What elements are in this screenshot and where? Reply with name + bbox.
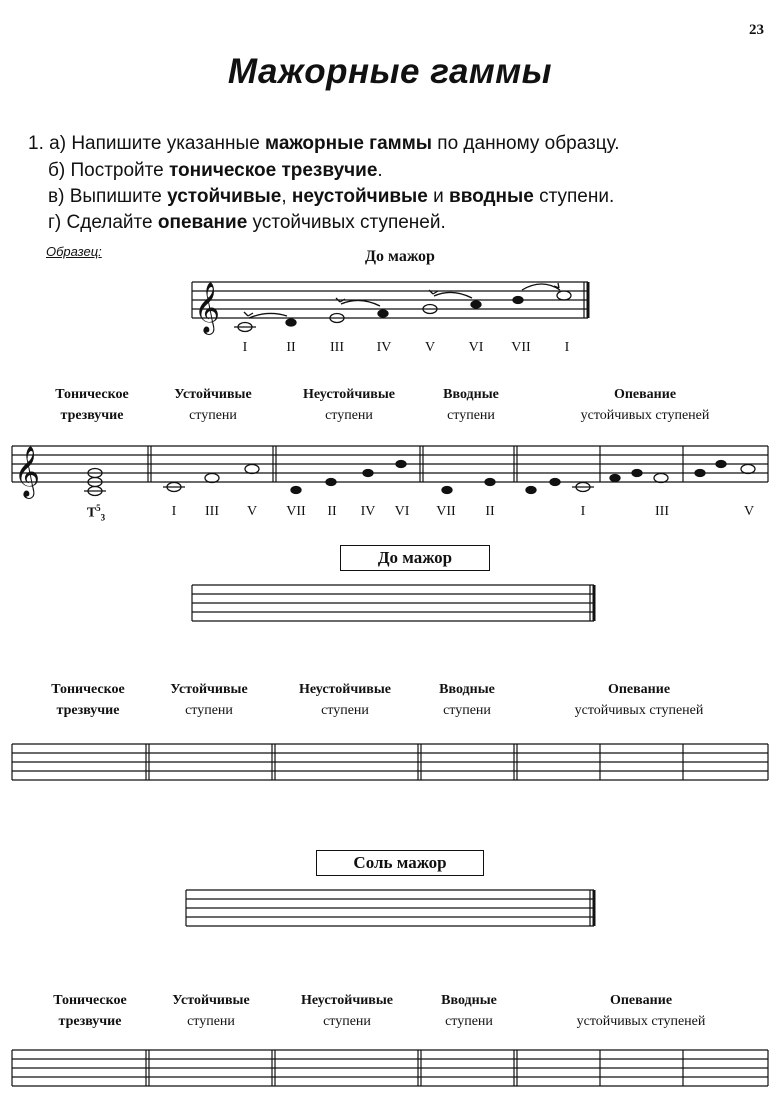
task-d-bold: опевание xyxy=(157,212,248,233)
task-c-bold3: вводные xyxy=(449,186,534,207)
header-line2: ступени xyxy=(189,408,237,423)
header-line2: трезвучие xyxy=(58,1014,122,1029)
note-quarter xyxy=(378,310,388,317)
header-line1: Устойчивые xyxy=(170,682,248,697)
degree-label: VI xyxy=(468,340,484,355)
ex2-header-neighbor xyxy=(536,990,746,1032)
header-line1: Вводные xyxy=(439,682,495,697)
header-tonic-triad xyxy=(36,384,148,426)
header-line1: Неустойчивые xyxy=(303,387,395,402)
ex2-header-unstable xyxy=(274,990,420,1032)
task-c-prefix: в) Выпишите xyxy=(48,186,168,207)
header-line1: Неустойчивые xyxy=(301,993,393,1008)
treble-clef-icon: 𝄞 xyxy=(194,282,221,333)
ex2-header-leading xyxy=(420,990,518,1032)
header-line1: Тоническое xyxy=(55,387,129,402)
header-line2: ступени xyxy=(447,408,495,423)
degree-label: III xyxy=(205,504,219,519)
task-d-prefix: г) Сделайте xyxy=(48,212,158,233)
degree-label: II xyxy=(485,504,495,519)
degree-label: VII xyxy=(286,504,306,519)
header-line1: Устойчивые xyxy=(172,993,250,1008)
header-line2: ступени xyxy=(185,703,233,718)
header-line1: Тоническое xyxy=(53,993,127,1008)
header-line2: ступени xyxy=(323,1014,371,1029)
degree-label: II xyxy=(286,340,296,355)
ex1-header-unstable xyxy=(272,679,418,721)
header-line2: устойчивых ступеней xyxy=(580,408,710,423)
task-b-bold: тоническое трезвучие xyxy=(169,160,378,181)
sample-label: Образец: xyxy=(46,244,102,259)
ex1-header-tonic-triad xyxy=(32,679,144,721)
sample-scale-title: До мажор xyxy=(365,248,435,265)
degree-label: IV xyxy=(360,504,376,519)
degree-label: V xyxy=(424,340,436,355)
header-line2: устойчивых ступеней xyxy=(574,703,704,718)
ex2-header-tonic-triad xyxy=(34,990,146,1032)
exercise2-analysis-staff xyxy=(12,1050,768,1086)
degree-label: I xyxy=(242,340,248,355)
header-line1: Устойчивые xyxy=(174,387,252,402)
ex1-header-neighbor xyxy=(534,679,744,721)
header-line2: устойчивых ступеней xyxy=(576,1014,706,1029)
ex1-header-leading xyxy=(418,679,516,721)
exercise1-scale-staff xyxy=(192,585,594,621)
page-number: 23 xyxy=(749,22,764,38)
task-a-suffix: по данному образцу. xyxy=(432,133,620,154)
triad-sup: 5 xyxy=(96,503,101,513)
treble-clef-icon: 𝄞 xyxy=(14,446,41,497)
task-c-suffix: ступени. xyxy=(533,186,615,207)
page-title: Мажорные гаммы xyxy=(227,52,553,91)
header-stable xyxy=(150,384,276,426)
task-c-mid2: и xyxy=(427,186,450,207)
triad-label xyxy=(76,503,116,522)
ex2-header-stable xyxy=(148,990,274,1032)
header-line1: Тоническое xyxy=(51,682,125,697)
header-neighbor xyxy=(540,384,750,426)
triad-symbol: T xyxy=(86,505,97,521)
task-number: 1. xyxy=(28,133,44,154)
degree-label: I xyxy=(171,504,177,519)
header-line1: Опевание xyxy=(609,993,673,1008)
task-c-bold: устойчивые xyxy=(167,186,282,207)
degree-label: III xyxy=(655,504,669,519)
degree-label: V xyxy=(743,504,755,519)
task-b-prefix: б) Постройте xyxy=(48,160,169,181)
header-line1: Вводные xyxy=(441,993,497,1008)
ex1-header-stable xyxy=(146,679,272,721)
header-line1: Неустойчивые xyxy=(299,682,391,697)
degree-label: V xyxy=(246,504,258,519)
header-line1: Вводные xyxy=(443,387,499,402)
degree-label: II xyxy=(327,504,337,519)
note-quarter xyxy=(471,301,481,308)
sample-scale-staff xyxy=(192,282,588,318)
degree-label: III xyxy=(330,340,344,355)
degree-label: IV xyxy=(376,340,392,355)
task-a-prefix: а) Напишите указанные xyxy=(49,133,266,154)
note-quarter xyxy=(513,297,523,304)
header-line2: трезвучие xyxy=(56,703,120,718)
header-leading xyxy=(422,384,520,426)
degree-label: VI xyxy=(394,504,410,519)
task-a-bold: мажорные гаммы xyxy=(265,133,432,154)
header-line2: ступени xyxy=(445,1014,493,1029)
exercise1-analysis-staff xyxy=(12,744,768,780)
header-line2: ступени xyxy=(443,703,491,718)
header-line2: ступени xyxy=(321,703,369,718)
degree-label: I xyxy=(564,340,570,355)
exercise2-scale-staff xyxy=(186,890,594,926)
exercise1-scale-title: До мажор xyxy=(340,545,490,571)
degree-label: I xyxy=(580,504,586,519)
degree-label: VII xyxy=(511,340,531,355)
degree-label: VII xyxy=(436,504,456,519)
header-line2: трезвучие xyxy=(60,408,124,423)
task-c-bold2: неустойчивые xyxy=(291,186,428,207)
sample-scale-notes xyxy=(234,283,571,332)
header-line2: ступени xyxy=(187,1014,235,1029)
header-line1: Опевание xyxy=(607,682,671,697)
header-line2: ступени xyxy=(325,408,373,423)
header-line1: Опевание xyxy=(613,387,677,402)
task-b-suffix: . xyxy=(377,160,383,181)
note-quarter xyxy=(286,319,296,326)
note-whole xyxy=(557,291,571,300)
task-d-suffix: устойчивых ступеней. xyxy=(247,212,446,233)
exercise2-scale-title: Соль мажор xyxy=(316,850,484,876)
task-c-mid: , xyxy=(281,186,292,207)
triad-sub: 3 xyxy=(100,512,106,523)
header-unstable xyxy=(276,384,422,426)
